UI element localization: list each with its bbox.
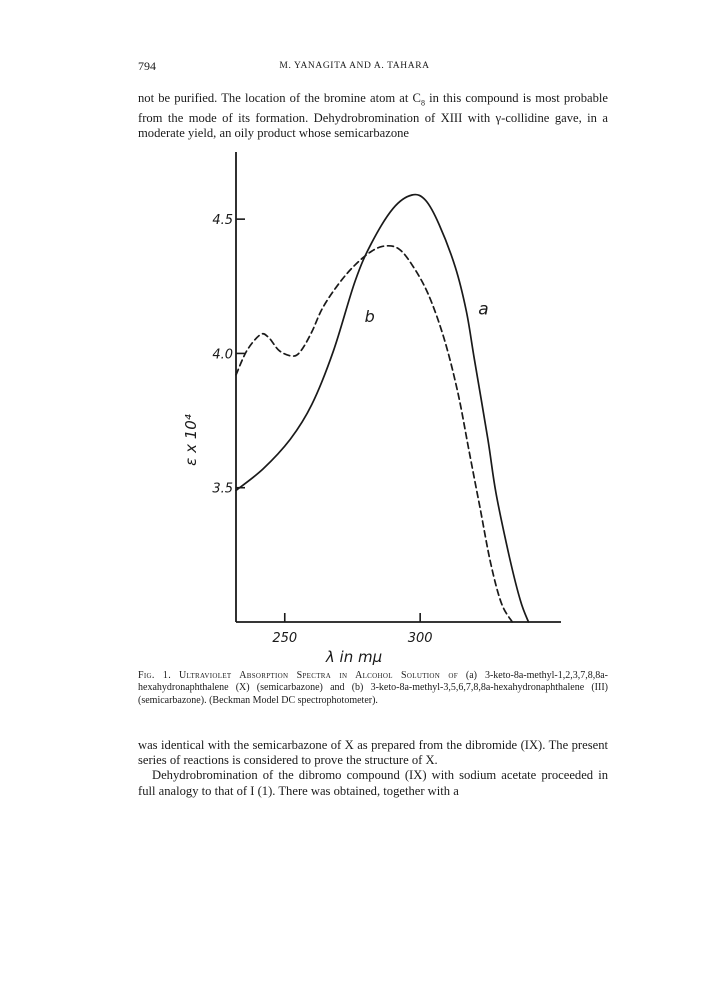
y-tick-label: 4.5 [212,213,233,229]
caption-title: Ultraviolet Absorption Spectra in Alcohol Solution of [178,670,458,681]
caption-label: Fig. 1. [138,670,172,681]
page-number: 794 [138,59,156,73]
y-tick-label: 4.0 [212,347,233,363]
caption-body: (a) 3-keto-8a-methyl-1,2,3,7,8,8a-hexahydronaphthalene (X) (semicarbazone) and (b) 3-keto-8a-methyl-3,5,6,7,8,8a-hexahydronaphthalene (III) (semicarbazone). (Beckman Model DC spectrophotometer). [138,670,608,706]
x-tick-label: 250 [272,631,298,646]
paragraph-top-text-a: not be purified. The location of the bromine atom at C [138,91,421,105]
chart-axes [236,152,561,622]
y-axis-label: ε x 10⁴ [182,414,200,466]
x-axis-label: λ in mμ [325,648,383,666]
y-tick-label: 3.5 [212,481,233,497]
paragraph-top-text-b: in this compound is most probable from the mode of its formation. Dehydrobromination of XIII with γ-collidine gave, in a moderate yield, an oily product whose semicarbazone [138,91,608,140]
series-b-curve [236,246,512,622]
figure-caption [138,670,608,707]
series-a-curve [236,195,529,622]
paragraph-bottom-line-2: Dehydrobromination of the dibromo compound (IX) with sodium acetate proceeded in full analogy to that of I (1). There was obtained, together with a [138,768,608,798]
series-b-label: b [364,306,375,326]
subscript-carbon-index: 8 [420,98,425,108]
running-head: M. YANAGITA AND A. TAHARA [279,61,430,71]
series-a-label: a [478,299,489,320]
paragraph-bottom [138,738,608,799]
paragraph-bottom-line-1: was identical with the semicarbazone of X as prepared from the dibromide (IX). The present series of reactions is considered to prove the structure of X. [138,738,608,768]
x-tick-label: 300 [407,631,433,646]
